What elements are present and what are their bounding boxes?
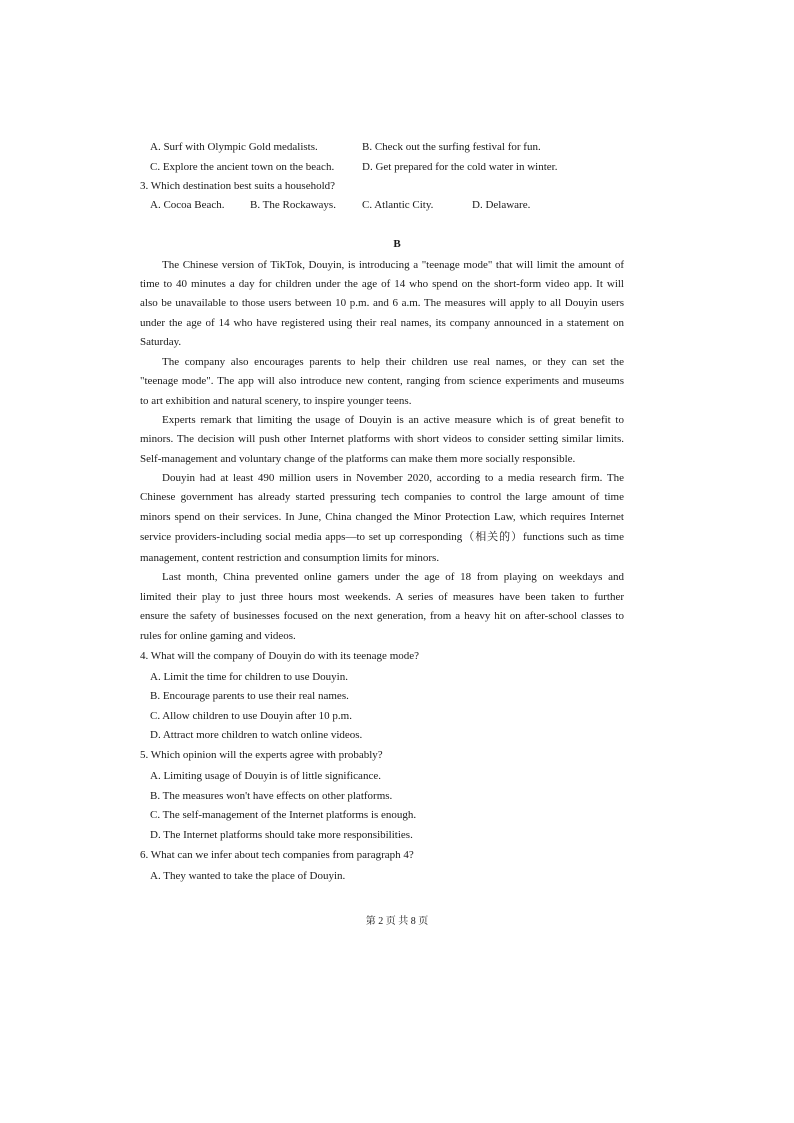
passage-line: to art exhibition and natural scenery, to inspire younger teens. bbox=[140, 395, 412, 407]
q2-option-c: C. Explore the ancient town on the beach. bbox=[150, 161, 335, 173]
passage-line: Self-management and voluntary change of the platforms can make them more socially responsible. bbox=[140, 453, 576, 465]
passage-line: management, content restriction and consumption limits for minors. bbox=[140, 552, 440, 564]
q6-stem: 6. What can we infer about tech companies from paragraph 4? bbox=[140, 849, 414, 861]
q5-option-c: C. The self-management of the Internet platforms is enough. bbox=[150, 809, 417, 821]
passage-line: minors spend on their services. In June, China changed the Minor Protection Law, which requires Internet bbox=[140, 511, 624, 523]
passage-line: The company also encourages parents to help their children use real names, or they can set the bbox=[162, 356, 624, 368]
passage-line: rules for online gaming and videos. bbox=[140, 630, 296, 642]
q4-option-a: A. Limit the time for children to use Douyin. bbox=[150, 671, 348, 683]
q3-option-a: A. Cocoa Beach. bbox=[150, 199, 225, 211]
section-heading: B bbox=[393, 238, 401, 250]
passage-line: time to 40 minutes a day for children under the age of 14 who spend on the short-form video app. It will bbox=[140, 278, 624, 290]
q2-option-d: D. Get prepared for the cold water in winter. bbox=[362, 161, 558, 173]
passage-line: limited their play to just three hours most weekends. A series of measures have been taken to further bbox=[140, 591, 624, 603]
passage-line: Saturday. bbox=[140, 336, 182, 348]
passage-line: ensure the safety of businesses focused on the next generation, from a heavy hit on after-school classes to bbox=[140, 610, 624, 622]
q3-stem: 3. Which destination best suits a household? bbox=[140, 180, 336, 192]
q6-option-a: A. They wanted to take the place of Douyin. bbox=[150, 870, 346, 882]
q3-option-d: D. Delaware. bbox=[472, 199, 531, 211]
q4-option-c: C. Allow children to use Douyin after 10 p.m. bbox=[150, 710, 352, 722]
q4-option-d: D. Attract more children to watch online videos. bbox=[150, 729, 363, 741]
q3-option-c: C. Atlantic City. bbox=[362, 199, 434, 211]
q5-option-d: D. The Internet platforms should take more responsibilities. bbox=[150, 829, 413, 841]
passage-line: Experts remark that limiting the usage of Douyin is an active measure which is of great benefit to bbox=[162, 414, 624, 426]
passage-line: The Chinese version of TikTok, Douyin, is introducing a "teenage mode" that will limit the amount of bbox=[162, 259, 624, 271]
passage-line: Last month, China prevented online gamers under the age of 18 from playing on weekdays and bbox=[162, 571, 624, 583]
page-number: 第 2 页 共 8 页 bbox=[365, 916, 429, 927]
passage-line: also be unavailable to those users between 10 p.m. and 6 a.m. The measures will apply to all Douyin users bbox=[140, 297, 624, 309]
q5-option-a: A. Limiting usage of Douyin is of little significance. bbox=[150, 770, 381, 782]
q4-option-b: B. Encourage parents to use their real names. bbox=[150, 690, 349, 702]
q3-option-b: B. The Rockaways. bbox=[250, 199, 336, 211]
q2-option-b: B. Check out the surfing festival for fun. bbox=[362, 141, 541, 153]
q4-stem: 4. What will the company of Douyin do with its teenage mode? bbox=[140, 650, 420, 662]
q2-option-a: A. Surf with Olympic Gold medalists. bbox=[150, 141, 318, 153]
passage-line: Douyin had at least 490 million users in November 2020, according to a media research firm. The bbox=[162, 472, 624, 484]
passage-line: service providers-including social media apps—to set up corresponding（相关的）functions such as time bbox=[140, 531, 624, 543]
passage-line: Chinese government has already started pressuring tech companies to control the large amount of time bbox=[140, 491, 624, 503]
passage-line: under the age of 14 who have registered using their real names, its company announced in a statement on bbox=[140, 317, 624, 329]
q5-option-b: B. The measures won't have effects on other platforms. bbox=[150, 790, 393, 802]
passage-line: "teenage mode". The app will also introduce new content, ranging from science experiments and museums bbox=[140, 375, 624, 387]
passage-line: minors. The decision will push other Internet platforms with short videos to consider setting similar limits. bbox=[140, 433, 624, 445]
q5-stem: 5. Which opinion will the experts agree with probably? bbox=[140, 749, 383, 761]
